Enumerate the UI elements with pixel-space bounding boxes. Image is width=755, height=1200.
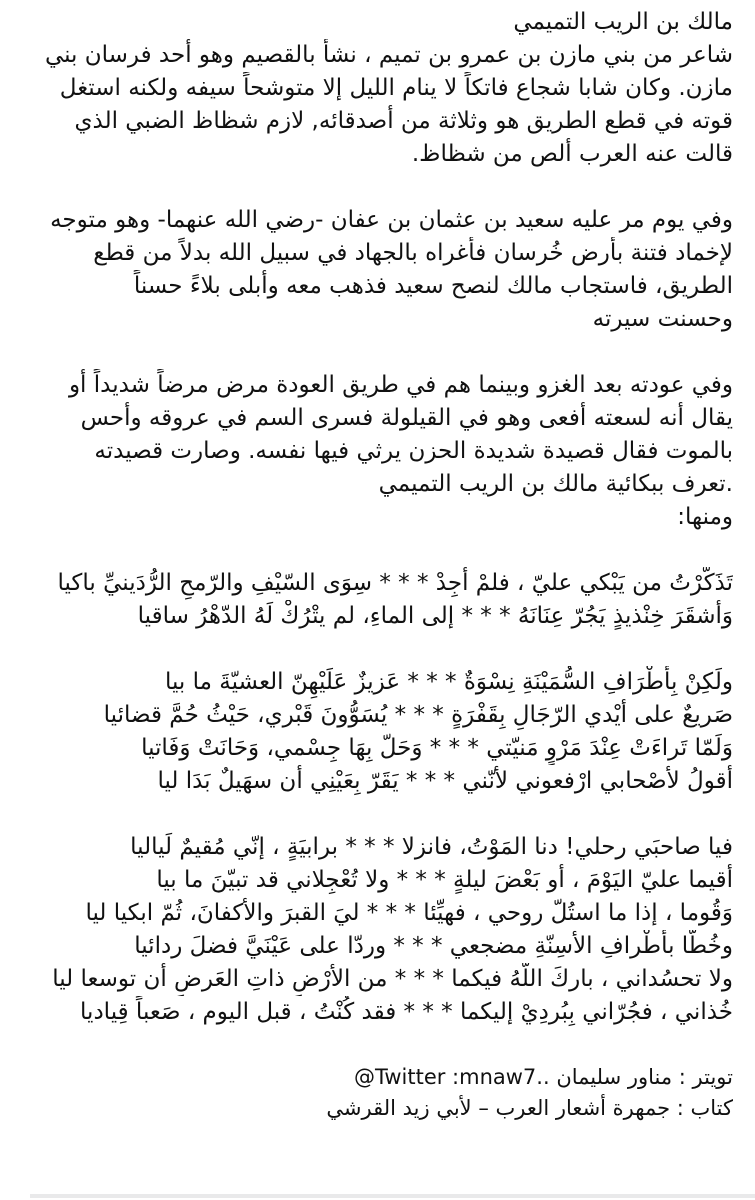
poem-verse: وَأشقَرَ خِنْذيذٍ يَجُرّ عِنَانَهُ * * * إلى الماءِ، لم يتْرُكْ لَهُ الدّهْرُ ساقيا — [137, 603, 733, 629]
bottom-divider — [30, 1194, 755, 1198]
poem-verse: فيا صاحبَي رحلي! دنا المَوْتُ، فانزلا * * * برابيَةٍ ، إنّي مُقيمٌ لَياليا — [130, 834, 733, 860]
footer-credits — [22, 1062, 733, 1124]
article-title: مالك بن الريب التميمي — [513, 9, 733, 35]
poem-verse: وَقُوما ، إذا ما استُلّ روحي ، فهيِّئا * * * ليَ القبرَ والأكفانَ، ثُمّ ابكيا ليا — [85, 900, 733, 926]
twitter-credit: تويتر : مناور سليمان ..Twitter :mnaw7@ — [353, 1065, 733, 1089]
paragraph-death — [22, 369, 733, 534]
paragraph-jihad — [22, 204, 733, 336]
poem-verse: صَريعٌ على أيْدي الرّجَالِ بِقَفْرَةٍ * * * يُسَوُّونَ قَبْري، حَيْثُ حُمَّ قضائيا — [103, 702, 733, 728]
spacer — [22, 336, 733, 369]
text-line: ومنها: — [677, 504, 733, 530]
text-line: وفي عودته بعد الغزو وبينما هم في طريق العودة مرض مرضاً شديداً أو — [68, 372, 733, 398]
poem — [22, 567, 733, 1029]
spacer — [22, 798, 733, 831]
text-line: وحسنت سيرته — [592, 306, 733, 332]
text-line: الطريق، فاستجاب مالك لنصح سعيد فذهب معه وأبلى بلاءً حسناً — [133, 273, 733, 299]
paragraph-bio — [22, 39, 733, 171]
text-line: مازن. وكان شابا شجاع فاتكاً لا ينام الليل إلا متوشحاً سيفه ولكنه استغل — [59, 75, 733, 101]
poem-stanza-3 — [22, 831, 733, 1029]
spacer — [22, 633, 733, 666]
book-credit: كتاب : جمهرة أشعار العرب – لأبي زيد القرشي — [326, 1096, 733, 1120]
text-line: قوته في قطع الطريق هو وثلاثة من أصدقائه, لازم شظاظ الضبي الذي — [74, 108, 733, 134]
text-line: يقال أنه لسعته أفعى وهو في القيلولة فسرى السم في عروقه وأحس — [80, 405, 733, 431]
text-line: .تعرف ببكائية مالك بن الريب التميمي — [378, 471, 733, 497]
poem-verse: وخُطّا بأطْرافِ الأسِنّةِ مضجعي * * * وردّا على عَيْنَيَّ فضلَ ردائيا — [134, 933, 733, 959]
poem-verse: ولَكِنْ بِأطْرَافِ السُّمَيْنَةِ نِسْوَةٌ * * * عَزيزٌ عَلَيْهِنّ العشيّةَ ما بيا — [164, 669, 733, 695]
poem-verse: خُذاني ، فجُرّاني بِبُردِيْ إليكما * * * فقد كُنْتُ ، قبل اليوم ، صَعباً قِياديا — [80, 999, 733, 1025]
poem-verse: وَلَمّا تَراءَتْ عِنْدَ مَرْوٍ مَنيّتي * * * وَحَلّ بِهَا جِسْمي، وَحَانَتْ وَفَاتيا — [141, 735, 733, 761]
text-line: بالموت فقال قصيدة شديدة الحزن يرثي فيها نفسه. وصارت قصيدته — [94, 438, 733, 464]
text-line: قالت عنه العرب ألص من شظاظ. — [411, 141, 733, 167]
poem-stanza-1 — [22, 567, 733, 633]
spacer — [22, 534, 733, 567]
poem-verse: أقيما عليّ اليَوْمَ ، أو بَعْضَ ليلةٍ * * * ولا تُعْجِلاني قد تبيّنَ ما بيا — [156, 867, 733, 893]
text-line: شاعر من بني مازن بن عمرو بن تميم ، نشأ بالقصيم وهو أحد فرسان بني — [44, 42, 733, 68]
poem-verse: أقولُ لأصْحابي ارْفعوني لأنّني * * * يَقَرّ بِعَيْنِي أن سهَيلٌ بَدَا ليا — [157, 768, 733, 794]
spacer — [22, 1029, 733, 1062]
poem-verse: تَذَكّرْتُ من يَبْكي عليّ ، فلمْ أجِدْ * * * سِوَى السّيْفِ والرّمحِ الرُّدَينيِّ باكيا — [57, 570, 733, 596]
poem-verse: ولا تحسُداني ، باركَ اللّهُ فيكما * * * من الأرْضِ ذاتِ العَرضِ أن توسعا ليا — [52, 966, 733, 992]
spacer — [22, 171, 733, 204]
poem-stanza-2 — [22, 666, 733, 798]
text-line: لإخماد فتنة بأرض خُرسان فأغراه بالجهاد في سبيل الله بدلاً من قطع — [93, 240, 733, 266]
text-line: وفي يوم مر عليه سعيد بن عثمان بن عفان -رضي الله عنهما- وهو متوجه — [50, 207, 733, 233]
